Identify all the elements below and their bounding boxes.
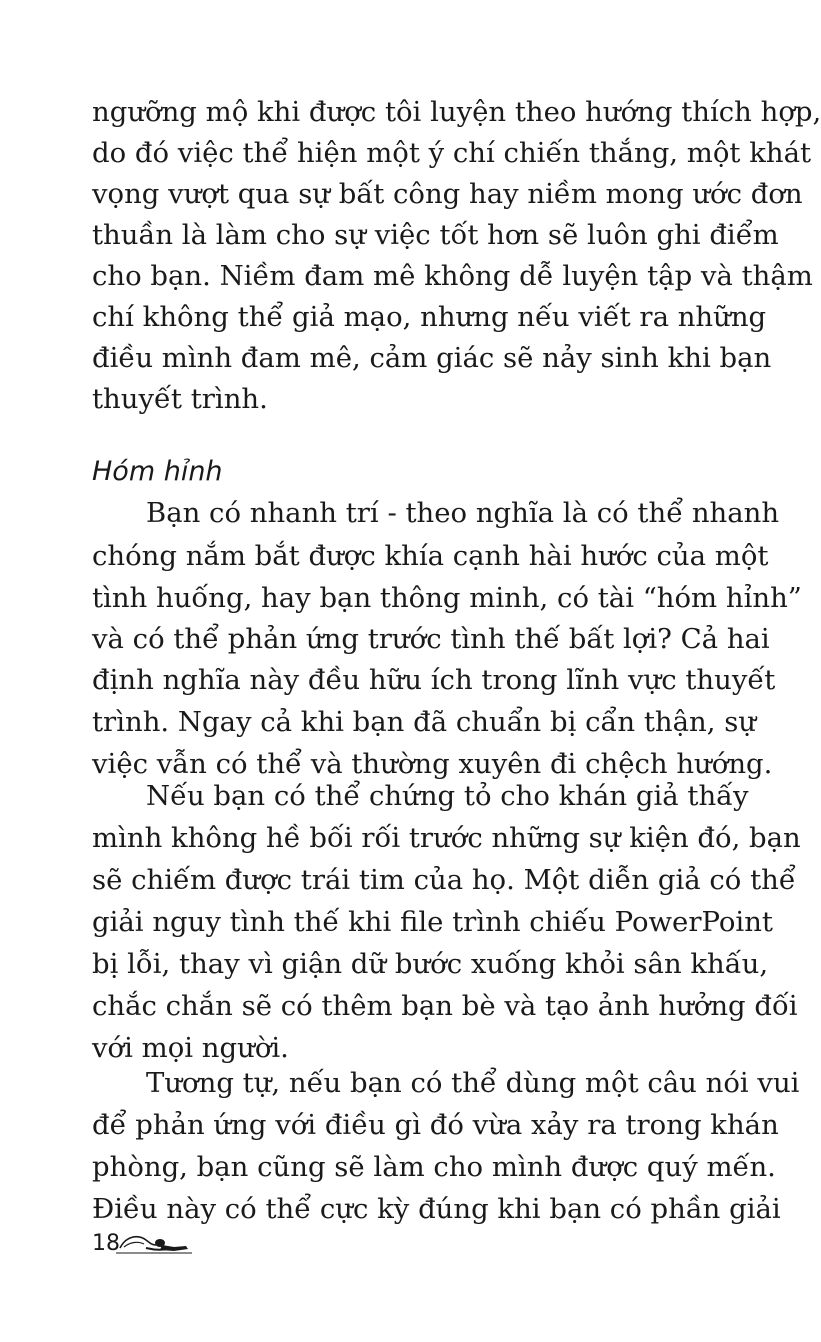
text-line: ngưỡng mộ khi được tôi luyện theo hướng thích hợp, <box>92 96 821 128</box>
text-line: mình không hề bối rối trước những sự kiện đó, bạn <box>92 822 801 854</box>
reclining-figure-icon <box>116 1226 192 1256</box>
text-line: Nếu bạn có thể chứng tỏ cho khán giả thấy <box>146 780 749 812</box>
text-line: Tương tự, nếu bạn có thể dùng một câu nói vui <box>146 1067 800 1099</box>
text-line: điều mình đam mê, cảm giác sẽ nảy sinh khi bạn <box>92 342 772 374</box>
text-line: bị lỗi, thay vì giận dữ bước xuống khỏi sân khấu, <box>92 948 769 980</box>
text-line: cho bạn. Niềm đam mê không dễ luyện tập và thậm <box>92 260 813 292</box>
text-line: vọng vượt qua sự bất công hay niềm mong ước đơn <box>92 178 803 210</box>
text-line: thuần là làm cho sự việc tốt hơn sẽ luôn ghi điểm <box>92 219 779 251</box>
text-line: và có thể phản ứng trước tình thế bất lợi? Cả hai <box>92 623 770 655</box>
text-line: Điều này có thể cực kỳ đúng khi bạn có phần giải <box>92 1193 781 1225</box>
text-line: phòng, bạn cũng sẽ làm cho mình được quý mến. <box>92 1151 776 1183</box>
text-line: tình huống, hay bạn thông minh, có tài “hóm hỉnh” <box>92 582 802 614</box>
text-line: trình. Ngay cả khi bạn đã chuẩn bị cẩn thận, sự <box>92 706 757 738</box>
text-line: định nghĩa này đều hữu ích trong lĩnh vực thuyết <box>92 664 776 696</box>
section-heading: Hóm hỉnh <box>92 456 223 487</box>
text-line: sẽ chiếm được trái tim của họ. Một diễn giả có thể <box>92 864 796 896</box>
text-line: thuyết trình. <box>92 383 268 415</box>
page-number: 18 <box>92 1231 120 1256</box>
text-line: với mọi người. <box>92 1032 289 1064</box>
text-line: do đó việc thể hiện một ý chí chiến thắng, một khát <box>92 137 812 169</box>
text-line: chóng nắm bắt được khía cạnh hài hước của một <box>92 540 769 572</box>
text-line: Bạn có nhanh trí - theo nghĩa là có thể nhanh <box>146 497 780 529</box>
text-line: chắc chắn sẽ có thêm bạn bè và tạo ảnh hưởng đối <box>92 990 798 1022</box>
text-line: để phản ứng với điều gì đó vừa xảy ra trong khán <box>92 1109 779 1141</box>
text-line: việc vẫn có thể và thường xuyên đi chệch hướng. <box>92 748 773 780</box>
text-line: giải nguy tình thế khi file trình chiếu PowerPoint <box>92 906 773 938</box>
text-line: chí không thể giả mạo, nhưng nếu viết ra những <box>92 301 767 333</box>
